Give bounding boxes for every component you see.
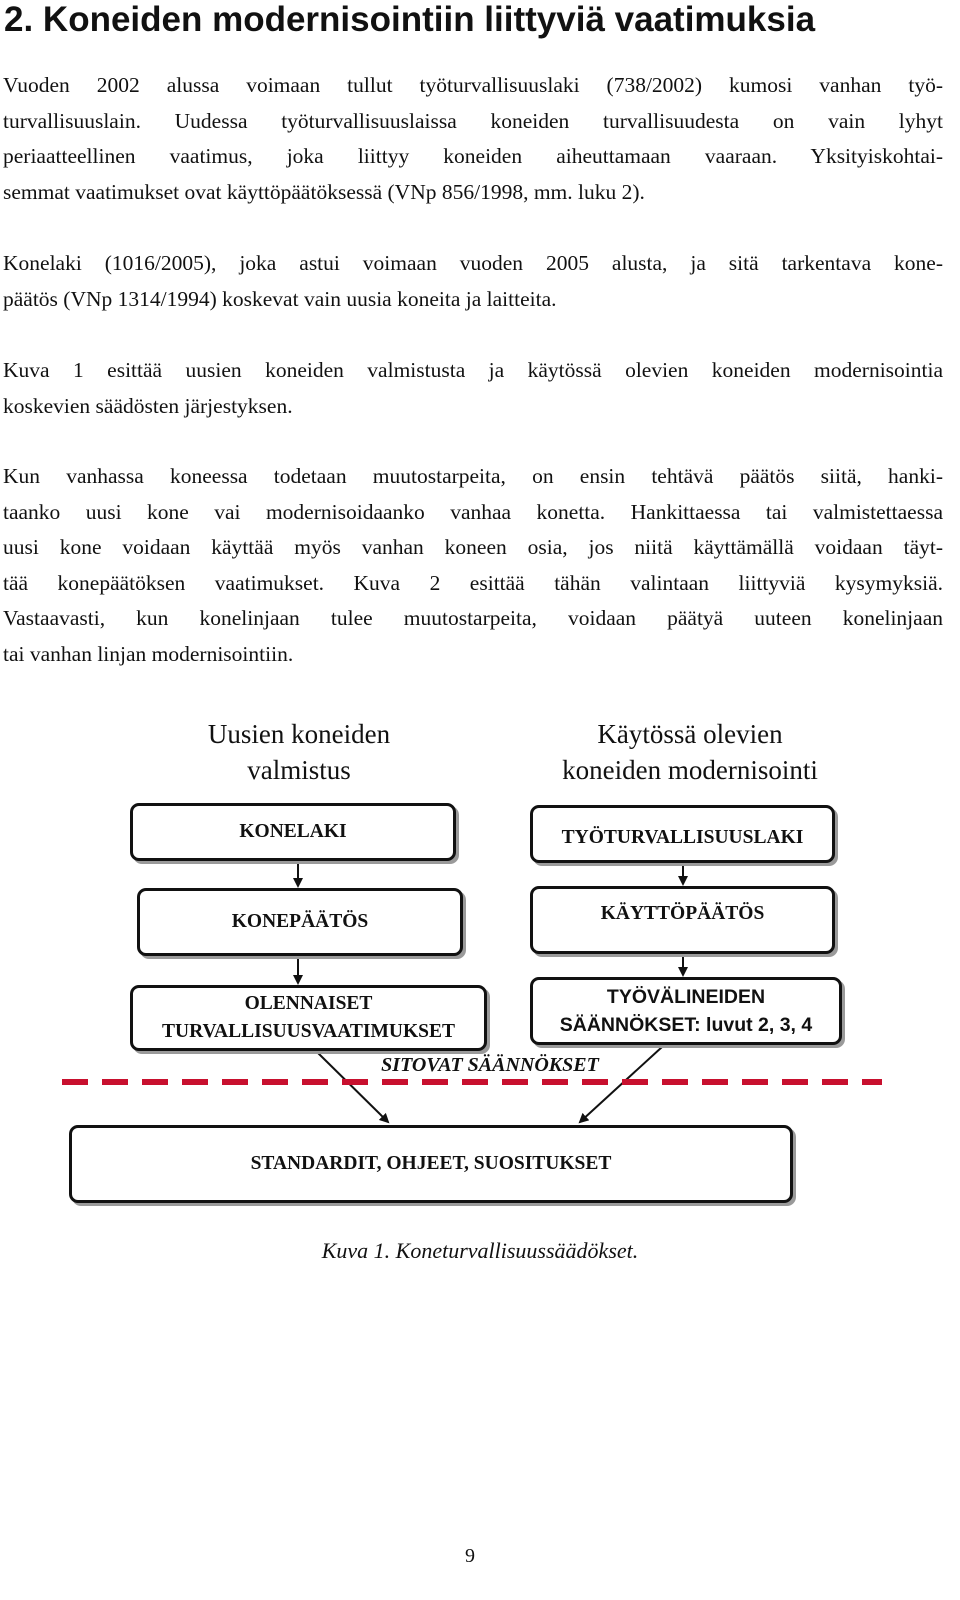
page-number: 9 — [465, 1545, 475, 1567]
text-line: turvallisuuslain. Uudessa työturvallisuuslaissa koneiden turvallisuudesta on vain lyhyt — [3, 108, 943, 133]
text-line: Konelaki (1016/2005), joka astui voimaan vuoden 2005 alusta, ja sitä tarkentava kone- — [3, 251, 943, 275]
text-line: uusi kone voidaan käyttää myös vanhan koneen osia, jos niitä käyttämällä voidaan täyt- — [3, 535, 943, 559]
box-konelaki: KONELAKI — [130, 803, 456, 861]
box-olennaiset-turvallisuusvaatimukset: OLENNAISET TURVALLISUUSVAATIMUKSET — [130, 985, 487, 1051]
box-standardit-ohjeet-suositukset: STANDARDIT, OHJEET, SUOSITUKSET — [69, 1125, 793, 1203]
text-line: semmat vaatimukset ovat käyttöpäätöksessä (VNp 856/1998, mm. luku 2). — [3, 179, 645, 204]
text-line: taanko uusi kone vai modernisoidaanko vanhaa konetta. Hankittaessa tai valmistettaessa — [3, 499, 943, 524]
box-tyoturvallisuuslaki: TYÖTURVALLISUUSLAKI — [530, 805, 835, 863]
diagram-title-new-machines: Uusien koneiden valmistus — [207, 719, 391, 785]
text-line: tai vanhan linjan modernisointiin. — [3, 641, 294, 666]
section-heading: 2. Koneiden modernisointiin liittyviä vaatimuksia — [4, 0, 816, 39]
diagram-title-modernisation: Käytössä olevien koneiden modernisointi — [562, 719, 818, 785]
text-line: Vastaavasti, kun konelinjaan tulee muutostarpeita, voidaan päätyä uuteen konelinjaan — [3, 606, 943, 630]
box-tyovalineiden-saannokset: TYÖVÄLINEIDEN SÄÄNNÖKSET: luvut 2, 3, 4 — [530, 977, 842, 1045]
text-line: päätös (VNp 1314/1994) koskevat vain uusia koneita ja laitteita. — [3, 286, 557, 311]
figure-caption: Kuva 1. Koneturvallisuussäädökset. — [321, 1238, 639, 1263]
text-line: Kun vanhassa koneessa todetaan muutostarpeita, on ensin tehtävä päätös siitä, hanki- — [3, 464, 943, 488]
text-line: tää konepäätöksen vaatimukset. Kuva 2 esittää tähän valintaan liittyviä kysymyksiä. — [3, 570, 943, 595]
text-line: periaatteellinen vaatimus, joka liittyy koneiden aiheuttamaan vaaraan. Yksityiskohtai- — [3, 144, 943, 168]
binding-rules-label: SITOVAT SÄÄNNÖKSET — [381, 1054, 599, 1076]
text-line: Vuoden 2002 alussa voimaan tullut työturvallisuuslaki (738/2002) kumosi vanhan työ- — [3, 73, 943, 97]
box-konepaatos: KONEPÄÄTÖS — [137, 888, 463, 956]
text-line: koskevien säädösten järjestyksen. — [3, 393, 293, 418]
box-kayttopaatos: KÄYTTÖPÄÄTÖS — [530, 886, 835, 954]
text-line: Kuva 1 esittää uusien koneiden valmistusta ja käytössä olevien koneiden modernisointia — [3, 358, 943, 382]
